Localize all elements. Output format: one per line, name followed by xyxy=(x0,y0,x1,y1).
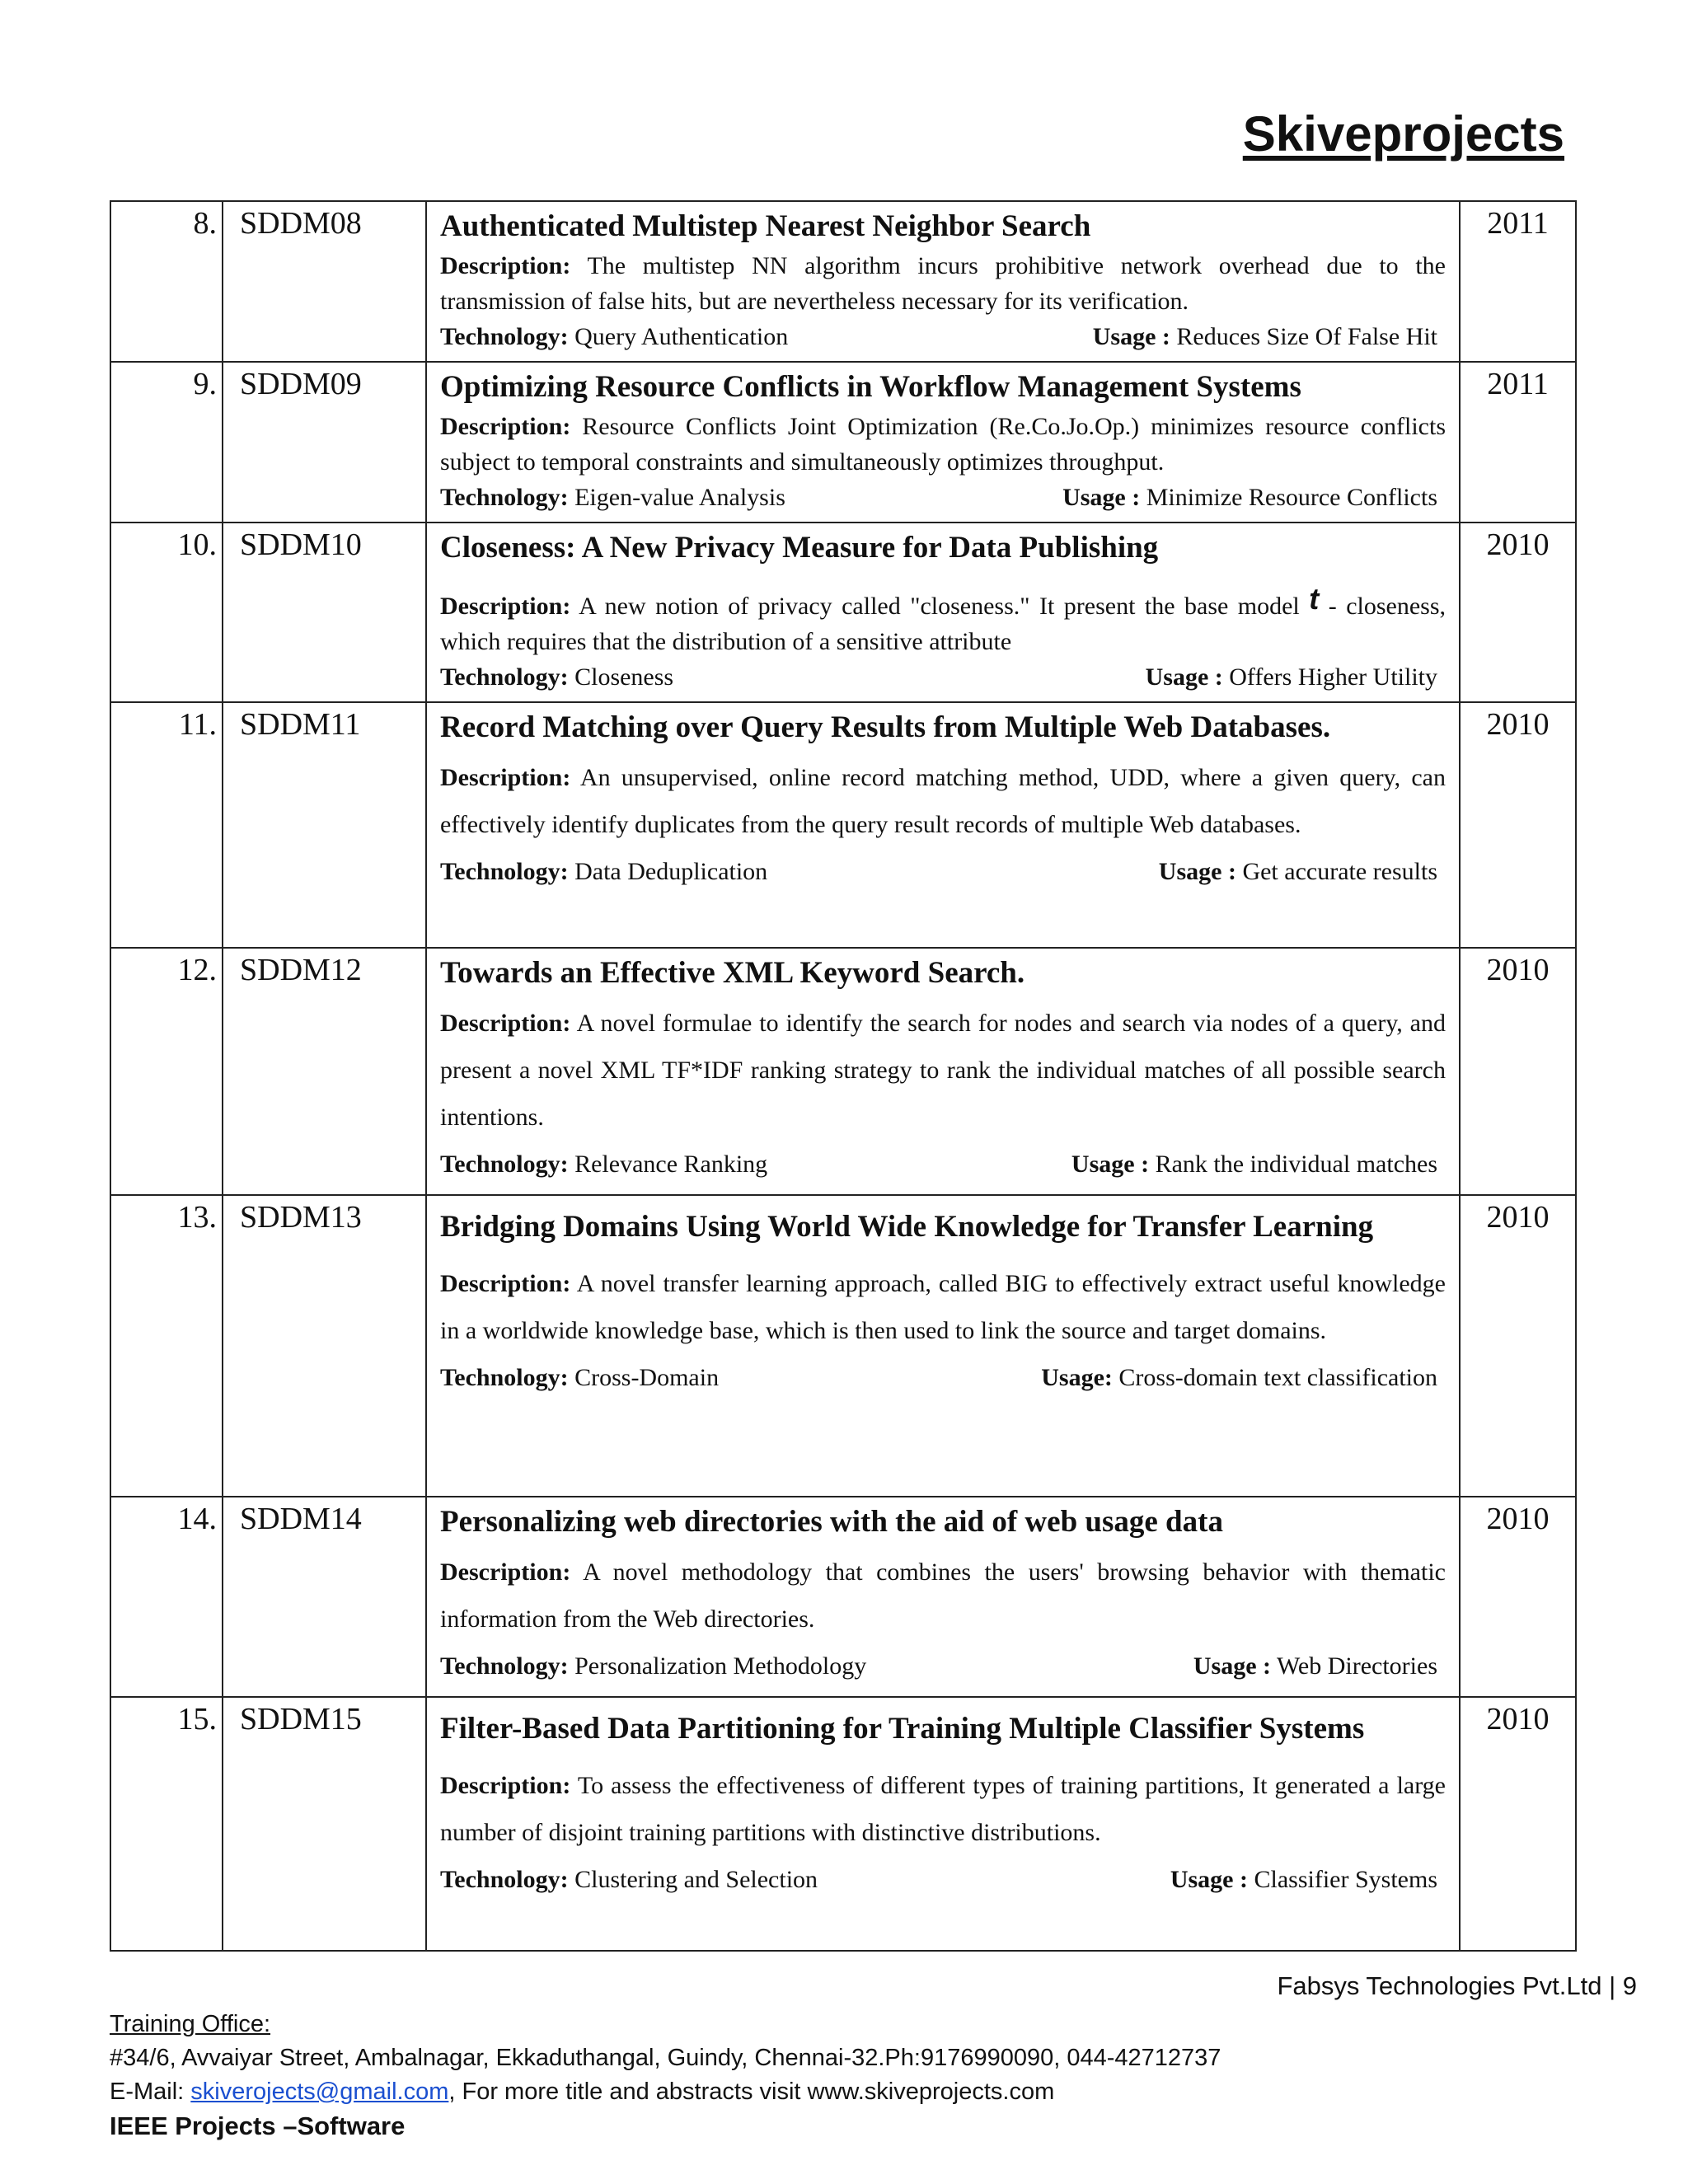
description-text: To assess the effectiveness of different types of training partitions, It generated a large number of disjoint training partitions with distinctive distributions. xyxy=(440,1772,1446,1846)
technology xyxy=(440,1354,719,1401)
usage-value: Minimize Resource Conflicts xyxy=(1146,484,1437,511)
tech-usage-line xyxy=(440,1856,1446,1903)
usage xyxy=(1193,1643,1437,1690)
project-details xyxy=(426,523,1460,702)
category-label: IEEE Projects –Software xyxy=(110,2111,406,2140)
usage-label: Usage: xyxy=(1041,1364,1113,1391)
technology-value: Closeness xyxy=(574,663,674,691)
usage xyxy=(1071,1141,1437,1188)
description-label: Description: xyxy=(440,1558,571,1586)
technology-value: Query Authentication xyxy=(574,323,789,350)
table-row xyxy=(110,362,1576,523)
table-row xyxy=(110,1697,1576,1951)
usage-label: Usage : xyxy=(1193,1652,1272,1680)
project-description xyxy=(440,1762,1446,1856)
description-text: A novel transfer learning approach, called BIG to effectively extract useful knowledge in a worldwide knowledge base, which is then used to link the source and target domains. xyxy=(440,1270,1446,1344)
project-year: 2011 xyxy=(1460,201,1576,362)
project-code: SDDM09 xyxy=(223,362,426,523)
project-year: 2010 xyxy=(1460,948,1576,1195)
description-label: Description: xyxy=(440,1010,571,1037)
project-year: 2011 xyxy=(1460,362,1576,523)
technology-value: Eigen-value Analysis xyxy=(574,484,785,511)
usage xyxy=(1146,659,1437,695)
project-code: SDDM14 xyxy=(223,1497,426,1697)
technology xyxy=(440,659,673,695)
project-description xyxy=(440,1000,1446,1141)
technology-value: Data Deduplication xyxy=(574,858,768,885)
usage xyxy=(1159,848,1437,895)
table-row xyxy=(110,1195,1576,1497)
tech-usage-line xyxy=(440,848,1446,895)
table-row xyxy=(110,702,1576,948)
table-row xyxy=(110,523,1576,702)
project-description xyxy=(440,409,1446,480)
project-title: Record Matching over Query Results from Multiple Web Databases. xyxy=(440,710,1331,744)
usage-value: Get accurate results xyxy=(1242,858,1437,885)
row-number: 9. xyxy=(110,362,223,523)
technology-value: Cross-Domain xyxy=(574,1364,720,1391)
usage xyxy=(1093,319,1437,354)
email-link[interactable]: skiverojects@gmail.com xyxy=(190,2079,449,2105)
technology xyxy=(440,848,767,895)
project-description xyxy=(440,248,1446,319)
usage xyxy=(1041,1354,1437,1401)
email-prefix: E-Mail: xyxy=(110,2079,191,2105)
project-year: 2010 xyxy=(1460,523,1576,702)
project-title: Filter-Based Data Partitioning for Training Multiple Classifier Systems xyxy=(440,1712,1365,1746)
tech-usage-line xyxy=(440,659,1446,695)
project-details xyxy=(426,948,1460,1195)
row-number: 8. xyxy=(110,201,223,362)
description-text: A novel formulae to identify the search for nodes and search via nodes of a query, and present a novel XML TF*IDF ranking strategy to rank the individual matches of all possible search intentions. xyxy=(440,1010,1446,1131)
variable-t: t xyxy=(1309,582,1320,616)
project-details xyxy=(426,1195,1460,1497)
technology-label: Technology: xyxy=(440,663,569,691)
tech-usage-line xyxy=(440,480,1446,515)
description-text-cont: - closeness, which requires that the distribution of a sensitive attribute xyxy=(440,593,1447,655)
project-year: 2010 xyxy=(1460,1697,1576,1951)
project-description xyxy=(440,1549,1446,1643)
description-label: Description: xyxy=(440,1772,571,1799)
project-title: Closeness: A New Privacy Measure for Data Publishing xyxy=(440,531,1159,565)
technology-label: Technology: xyxy=(440,323,569,350)
project-details xyxy=(426,702,1460,948)
table-row xyxy=(110,201,1576,362)
project-description xyxy=(440,754,1446,848)
usage-value: Offers Higher Utility xyxy=(1229,663,1437,691)
usage-label: Usage : xyxy=(1062,484,1141,511)
description-text: A novel methodology that combines the users' browsing behavior with thematic information from the Web directories. xyxy=(440,1558,1446,1633)
project-code: SDDM12 xyxy=(223,948,426,1195)
project-code: SDDM08 xyxy=(223,201,426,362)
description-label: Description: xyxy=(440,593,571,620)
project-details xyxy=(426,1497,1460,1697)
description-text: An unsupervised, online record matching method, UDD, where a given query, can effectively identify duplicates from the query result records of multiple Web databases. xyxy=(440,764,1446,838)
project-description xyxy=(440,581,1446,659)
brand-title: Skiveprojects xyxy=(1242,106,1564,162)
usage-value: Rank the individual matches xyxy=(1155,1151,1437,1178)
technology-label: Technology: xyxy=(440,858,569,885)
row-number: 12. xyxy=(110,948,223,1195)
projects-table xyxy=(110,200,1577,1952)
technology-value: Clustering and Selection xyxy=(574,1866,818,1893)
project-year: 2010 xyxy=(1460,1195,1576,1497)
description-label: Description: xyxy=(440,413,571,440)
technology-label: Technology: xyxy=(440,1866,569,1893)
usage-label: Usage : xyxy=(1158,858,1236,885)
row-number: 14. xyxy=(110,1497,223,1697)
project-code: SDDM10 xyxy=(223,523,426,702)
row-number: 13. xyxy=(110,1195,223,1497)
row-number: 15. xyxy=(110,1697,223,1951)
contact-line xyxy=(110,2075,1221,2109)
description-label: Description: xyxy=(440,1270,571,1297)
tech-usage-line xyxy=(440,1141,1446,1188)
usage-label: Usage : xyxy=(1092,323,1170,350)
project-code: SDDM13 xyxy=(223,1195,426,1497)
usage-label: Usage : xyxy=(1071,1151,1150,1178)
table-row xyxy=(110,948,1576,1195)
tech-usage-line xyxy=(440,319,1446,354)
usage-value: Classifier Systems xyxy=(1254,1866,1437,1893)
email-suffix: , For more title and abstracts visit www.skiveprojects.com xyxy=(448,2079,1055,2105)
description-text: The multistep NN algorithm incurs prohibitive network overhead due to the transmission of false hits, but are nevertheless necessary for its verification. xyxy=(440,252,1446,315)
page-info: Fabsys Technologies Pvt.Ltd | 9 xyxy=(1277,1971,1637,2000)
project-description xyxy=(440,1260,1446,1354)
row-number: 11. xyxy=(110,702,223,948)
tech-usage-line xyxy=(440,1643,1446,1690)
description-label: Description: xyxy=(440,252,571,279)
technology-label: Technology: xyxy=(440,1652,569,1680)
usage-label: Usage : xyxy=(1145,663,1223,691)
usage xyxy=(1170,1856,1437,1903)
project-title: Optimizing Resource Conflicts in Workflow Management Systems xyxy=(440,370,1301,404)
training-office-label: Training Office: xyxy=(110,2011,271,2037)
usage-value: Reduces Size Of False Hit xyxy=(1176,323,1437,350)
project-code: SDDM15 xyxy=(223,1697,426,1951)
technology xyxy=(440,480,785,515)
footer xyxy=(110,2008,1221,2143)
project-details xyxy=(426,201,1460,362)
technology xyxy=(440,319,788,354)
technology-label: Technology: xyxy=(440,484,569,511)
description-text: A new notion of privacy called "closeness." It present the base model xyxy=(579,593,1300,620)
usage-value: Cross-domain text classification xyxy=(1118,1364,1437,1391)
project-year: 2010 xyxy=(1460,702,1576,948)
technology-label: Technology: xyxy=(440,1364,569,1391)
table-row xyxy=(110,1497,1576,1697)
technology xyxy=(440,1141,767,1188)
project-code: SDDM11 xyxy=(223,702,426,948)
description-label: Description: xyxy=(440,764,571,791)
project-year: 2010 xyxy=(1460,1497,1576,1697)
office-address: #34/6, Avvaiyar Street, Ambalnagar, Ekkaduthangal, Guindy, Chennai-32.Ph:9176990090, 044-42712737 xyxy=(110,2045,1221,2071)
technology-value: Relevance Ranking xyxy=(574,1151,768,1178)
usage xyxy=(1062,480,1437,515)
usage-label: Usage : xyxy=(1170,1866,1248,1893)
tech-usage-line xyxy=(440,1354,1446,1401)
technology-label: Technology: xyxy=(440,1151,569,1178)
usage-value: Web Directories xyxy=(1277,1652,1437,1680)
description-text: Resource Conflicts Joint Optimization (Re.Co.Jo.Op.) minimizes resource conflicts subject to temporal constraints and simultaneously optimizes throughput. xyxy=(440,413,1446,476)
technology xyxy=(440,1643,866,1690)
project-title: Personalizing web directories with the aid of web usage data xyxy=(440,1505,1223,1539)
row-number: 10. xyxy=(110,523,223,702)
project-details xyxy=(426,362,1460,523)
project-title: Towards an Effective XML Keyword Search. xyxy=(440,956,1025,990)
technology xyxy=(440,1856,818,1903)
project-title: Bridging Domains Using World Wide Knowledge for Transfer Learning xyxy=(440,1210,1374,1244)
project-title: Authenticated Multistep Nearest Neighbor Search xyxy=(440,209,1091,243)
technology-value: Personalization Methodology xyxy=(574,1652,867,1680)
project-details xyxy=(426,1697,1460,1951)
